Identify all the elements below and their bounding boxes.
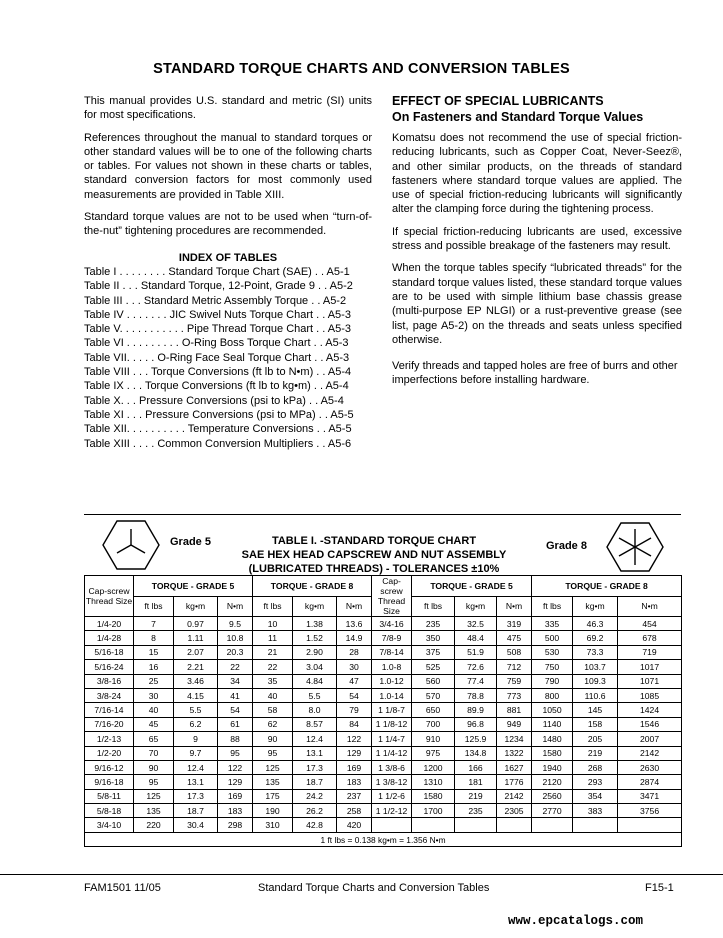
lubricants-paragraph-1: Komatsu does not recommend the use of special friction-reducing lubricants, such as Copper Coat, Never-Seez®, and other similar products, on the threads of standard fasteners where standard torque values are applied. The use of special friction-reducing lubricants will significantly alter the clamping force during the tightening process.: [392, 132, 682, 216]
table-cell: 158: [573, 717, 618, 731]
table-cell: 205: [573, 732, 618, 746]
table-cell: 1 1/4-7: [372, 732, 412, 746]
table-row: [85, 732, 682, 746]
table-cell: 3/8-16: [85, 674, 134, 688]
table-cell: 8.57: [293, 717, 337, 731]
table-cell: 1/2-13: [85, 732, 134, 746]
table-cell: 335: [532, 617, 573, 631]
table-cell: 2874: [618, 775, 682, 789]
header-thread-size-right: Cap-screw Thread Size: [372, 576, 412, 617]
index-entry: Table VI . . . . . . . . . O-Ring Boss Torque Chart . . A5-3: [84, 337, 349, 350]
table-cell: 2770: [532, 804, 573, 818]
table-row: [85, 617, 682, 631]
table-cell: 319: [497, 617, 532, 631]
table-cell: 298: [218, 818, 253, 832]
table-cell: 1 3/8-12: [372, 775, 412, 789]
index-entry: Table IX . . . Torque Conversions (ft lb to kg•m) . . A5-4: [84, 380, 349, 393]
table-cell: 1/2-20: [85, 746, 134, 760]
torque-chart: [84, 514, 681, 847]
footer-page-number: F15-1: [645, 882, 674, 894]
table-cell: 354: [573, 789, 618, 803]
table-cell: 1580: [412, 789, 455, 803]
table-cell: 51.9: [455, 645, 497, 659]
table-cell: 69.2: [573, 631, 618, 645]
table-cell: 166: [455, 760, 497, 774]
table-cell: 235: [455, 804, 497, 818]
table-row: [85, 789, 682, 803]
table-cell: 30: [134, 688, 174, 702]
table-cell: 5/16-18: [85, 645, 134, 659]
table-cell: 678: [618, 631, 682, 645]
table-row: [85, 688, 682, 702]
table-cell: 54: [337, 688, 372, 702]
table-cell: 70: [134, 746, 174, 760]
table-cell: 560: [412, 674, 455, 688]
table-cell: 1627: [497, 760, 532, 774]
table-cell: 268: [573, 760, 618, 774]
lubricants-paragraph-4: Verify threads and tapped holes are free of burrs and other imperfections before installing hardware.: [392, 360, 678, 387]
table-cell: 1.0-14: [372, 688, 412, 702]
table-cell: 73.3: [573, 645, 618, 659]
table-cell: [618, 818, 682, 832]
table-cell: 1322: [497, 746, 532, 760]
table-cell: 125: [253, 760, 293, 774]
table-cell: [455, 818, 497, 832]
table-cell: 350: [412, 631, 455, 645]
table-cell: 7/8-14: [372, 645, 412, 659]
unit-kg-m: kg•m: [293, 596, 337, 617]
table-cell: [573, 818, 618, 832]
table-cell: 9.5: [218, 617, 253, 631]
table-cell: 5/8-11: [85, 789, 134, 803]
table-cell: 8.0: [293, 703, 337, 717]
table-cell: 3.46: [174, 674, 218, 688]
table-cell: [532, 818, 573, 832]
table-cell: 13.1: [293, 746, 337, 760]
left-column: [84, 94, 372, 451]
table-cell: 1085: [618, 688, 682, 702]
table-cell: 8: [134, 631, 174, 645]
lubricants-paragraph-2: If special friction-reducing lubricants are used, excessive stress and possible breakage of the fasteners may result.: [392, 225, 682, 253]
table-cell: 95: [134, 775, 174, 789]
table-cell: 1580: [532, 746, 573, 760]
table-cell: 1.0-12: [372, 674, 412, 688]
table-cell: 16: [134, 660, 174, 674]
chart-title-line3: (LUBRICATED THREADS) - TOLERANCES ±10%: [248, 563, 500, 575]
table-row: [85, 775, 682, 789]
table-cell: [497, 818, 532, 832]
table-cell: 47: [337, 674, 372, 688]
unit-ft-lbs: ft lbs: [134, 596, 174, 617]
table-cell: 881: [497, 703, 532, 717]
table-cell: 5/16-24: [85, 660, 134, 674]
table-cell: 1480: [532, 732, 573, 746]
table-cell: 2120: [532, 775, 573, 789]
table-cell: 3/4-10: [85, 818, 134, 832]
index-list: [84, 265, 372, 451]
table-cell: 96.8: [455, 717, 497, 731]
table-cell: 500: [532, 631, 573, 645]
table-cell: 773: [497, 688, 532, 702]
unit-ft-lbs: ft lbs: [253, 596, 293, 617]
table-cell: 183: [337, 775, 372, 789]
table-cell: 40: [253, 688, 293, 702]
table-cell: 2630: [618, 760, 682, 774]
table-cell: 125.9: [455, 732, 497, 746]
table-cell: 88: [218, 732, 253, 746]
table-cell: 129: [337, 746, 372, 760]
table-cell: 18.7: [293, 775, 337, 789]
table-cell: 190: [253, 804, 293, 818]
table-cell: 1140: [532, 717, 573, 731]
unit-kg-m: kg•m: [573, 596, 618, 617]
table-row: [85, 717, 682, 731]
table-cell: 17.3: [174, 789, 218, 803]
table-cell: 1 1/2-12: [372, 804, 412, 818]
table-cell: 0.97: [174, 617, 218, 631]
unit-n-m: N•m: [218, 596, 253, 617]
table-cell: 9/16-12: [85, 760, 134, 774]
table-row: [85, 746, 682, 760]
table-cell: 169: [337, 760, 372, 774]
table-cell: 95: [218, 746, 253, 760]
lubricants-heading: [392, 94, 682, 125]
table-cell: 1234: [497, 732, 532, 746]
table-cell: 700: [412, 717, 455, 731]
header-thread-size-left: Cap-screw Thread Size: [85, 576, 134, 617]
table-cell: 72.6: [455, 660, 497, 674]
table-cell: 1 1/8-7: [372, 703, 412, 717]
table-cell: 9: [174, 732, 218, 746]
table-cell: 1310: [412, 775, 455, 789]
table-cell: 712: [497, 660, 532, 674]
table-cell: 454: [618, 617, 682, 631]
table-cell: 2142: [497, 789, 532, 803]
table-cell: 1200: [412, 760, 455, 774]
table-cell: 1/4-20: [85, 617, 134, 631]
table-cell: 5.5: [174, 703, 218, 717]
table-cell: 1/4-28: [85, 631, 134, 645]
table-cell: 135: [134, 804, 174, 818]
table-cell: 12.4: [174, 760, 218, 774]
table-row: [85, 674, 682, 688]
index-entry: Table III . . . Standard Metric Assembly Torque . . A5-2: [84, 294, 347, 307]
torque-table: [84, 575, 682, 847]
table-cell: 122: [218, 760, 253, 774]
intro-paragraph-1: This manual provides U.S. standard and metric (SI) units for most specifications.: [84, 95, 372, 122]
table-cell: 383: [573, 804, 618, 818]
table-cell: 525: [412, 660, 455, 674]
table-cell: 90: [253, 732, 293, 746]
right-column: [392, 94, 682, 396]
table-cell: 1546: [618, 717, 682, 731]
table-cell: 3/4-16: [372, 617, 412, 631]
table-cell: 508: [497, 645, 532, 659]
table-cell: [372, 818, 412, 832]
lubricants-heading-line2: On Fasteners and Standard Torque Values: [392, 109, 644, 124]
table-cell: 2.07: [174, 645, 218, 659]
table-cell: 7: [134, 617, 174, 631]
table-cell: 135: [253, 775, 293, 789]
table-cell: 949: [497, 717, 532, 731]
header-grade8-left: TORQUE - GRADE 8: [253, 576, 372, 597]
table-cell: 219: [455, 789, 497, 803]
table-cell: 2305: [497, 804, 532, 818]
table-cell: 219: [573, 746, 618, 760]
table-cell: 129: [218, 775, 253, 789]
table-cell: 1071: [618, 674, 682, 688]
table-cell: 4.84: [293, 674, 337, 688]
table-cell: 15: [134, 645, 174, 659]
table-cell: 77.4: [455, 674, 497, 688]
table-cell: 21: [253, 645, 293, 659]
index-entry: Table VII. . . . . O-Ring Face Seal Torque Chart . . A5-3: [84, 351, 350, 364]
lubricants-heading-line1: EFFECT OF SPECIAL LUBRICANTS: [392, 94, 604, 108]
table-cell: 13.1: [174, 775, 218, 789]
page-title: STANDARD TORQUE CHARTS AND CONVERSION TABLES: [153, 61, 570, 77]
table-cell: 22: [218, 660, 253, 674]
table-cell: 2.90: [293, 645, 337, 659]
table-cell: 235: [412, 617, 455, 631]
table-cell: 7/16-14: [85, 703, 134, 717]
table-cell: 759: [497, 674, 532, 688]
grade5-bolt-head-icon: [102, 519, 160, 571]
unit-ft-lbs: ft lbs: [532, 596, 573, 617]
index-entry: Table IV . . . . . . . JIC Swivel Nuts Torque Chart . . A5-3: [84, 308, 351, 321]
index-entry: Table XII. . . . . . . . . . Temperature Conversions . . A5-5: [84, 423, 352, 436]
table-cell: 11: [253, 631, 293, 645]
table-cell: 3471: [618, 789, 682, 803]
unit-n-m: N•m: [618, 596, 682, 617]
index-entry: Table XIII . . . . Common Conversion Multipliers . . A5-6: [84, 437, 352, 450]
table-cell: 7/16-20: [85, 717, 134, 731]
table-cell: 3.04: [293, 660, 337, 674]
table-cell: 2.21: [174, 660, 218, 674]
table-cell: 18.7: [174, 804, 218, 818]
table-cell: 719: [618, 645, 682, 659]
table-cell: 975: [412, 746, 455, 760]
table-cell: 1050: [532, 703, 573, 717]
table-cell: 6.2: [174, 717, 218, 731]
unit-n-m: N•m: [337, 596, 372, 617]
table-cell: 3/8-24: [85, 688, 134, 702]
table-cell: 35: [253, 674, 293, 688]
grade8-bolt-head-icon: [606, 521, 664, 573]
table-row: [85, 631, 682, 645]
table-cell: 1776: [497, 775, 532, 789]
footer-rule: [0, 874, 723, 875]
table-cell: 34: [218, 674, 253, 688]
table-cell: 61: [218, 717, 253, 731]
table-cell: 14.9: [337, 631, 372, 645]
table-cell: 110.6: [573, 688, 618, 702]
unit-ft-lbs: ft lbs: [412, 596, 455, 617]
table-cell: 95: [253, 746, 293, 760]
footer-doc-id: FAM1501 11/05: [84, 882, 161, 894]
table-cell: 570: [412, 688, 455, 702]
table-cell: 9.7: [174, 746, 218, 760]
table-cell: 237: [337, 789, 372, 803]
table-cell: 28: [337, 645, 372, 659]
index-title: INDEX OF TABLES: [178, 251, 278, 264]
table-cell: 17.3: [293, 760, 337, 774]
table-cell: 2560: [532, 789, 573, 803]
table-cell: 145: [573, 703, 618, 717]
footer-section-title: Standard Torque Charts and Conversion Tables: [258, 882, 490, 894]
watermark-url: www.epcatalogs.com: [508, 914, 644, 928]
torque-table-body: [85, 617, 682, 833]
table-cell: 7/8-9: [372, 631, 412, 645]
table-row: [85, 660, 682, 674]
table-cell: 183: [218, 804, 253, 818]
table-cell: 122: [337, 732, 372, 746]
table-cell: 175: [253, 789, 293, 803]
grade5-label: Grade 5: [170, 536, 211, 548]
table-cell: 90: [134, 760, 174, 774]
unit-n-m: N•m: [497, 596, 532, 617]
table-cell: 1017: [618, 660, 682, 674]
table-cell: 9/16-18: [85, 775, 134, 789]
unit-kg-m: kg•m: [174, 596, 218, 617]
grade8-label: Grade 8: [546, 540, 587, 552]
table-cell: 25: [134, 674, 174, 688]
table-cell: 375: [412, 645, 455, 659]
table-cell: 58: [253, 703, 293, 717]
table-cell: [412, 818, 455, 832]
index-entry: Table II . . . Standard Torque, 12-Point, Grade 9 . . A5-2: [84, 280, 353, 293]
table-cell: 650: [412, 703, 455, 717]
chart-header: [84, 515, 681, 575]
table-cell: 12.4: [293, 732, 337, 746]
table-cell: 42.8: [293, 818, 337, 832]
table-cell: 181: [455, 775, 497, 789]
intro-paragraph-3: Standard torque values are not to be used when “turn-of-the-nut” tightening procedures are recommended.: [84, 211, 372, 238]
header-grade5-left: TORQUE - GRADE 5: [134, 576, 253, 597]
table-cell: 26.2: [293, 804, 337, 818]
table-cell: 475: [497, 631, 532, 645]
index-entry: Table X. . . Pressure Conversions (psi to kPa) . . A5-4: [84, 394, 344, 407]
table-cell: 134.8: [455, 746, 497, 760]
table-cell: 1.38: [293, 617, 337, 631]
table-cell: 79: [337, 703, 372, 717]
table-cell: 1.11: [174, 631, 218, 645]
index-entry: Table I . . . . . . . . Standard Torque Chart (SAE) . . A5-1: [84, 265, 350, 278]
table-row: [85, 645, 682, 659]
table-cell: 2142: [618, 746, 682, 760]
table-cell: 45: [134, 717, 174, 731]
table-cell: 54: [218, 703, 253, 717]
table-row: [85, 703, 682, 717]
table-cell: 800: [532, 688, 573, 702]
table-cell: 220: [134, 818, 174, 832]
table-cell: 1424: [618, 703, 682, 717]
table-cell: 40: [134, 703, 174, 717]
table-cell: 530: [532, 645, 573, 659]
table-cell: 24.2: [293, 789, 337, 803]
header-grade5-right: TORQUE - GRADE 5: [412, 576, 532, 597]
table-cell: 32.5: [455, 617, 497, 631]
table-cell: 78.8: [455, 688, 497, 702]
header-grade8-right: TORQUE - GRADE 8: [532, 576, 682, 597]
unit-kg-m: kg•m: [455, 596, 497, 617]
table-cell: 4.15: [174, 688, 218, 702]
table-cell: 293: [573, 775, 618, 789]
chart-title-line2: SAE HEX HEAD CAPSCREW AND NUT ASSEMBLY: [241, 549, 507, 561]
table-cell: 10.8: [218, 631, 253, 645]
table-cell: 125: [134, 789, 174, 803]
table-cell: 30: [337, 660, 372, 674]
table-cell: 5.5: [293, 688, 337, 702]
table-cell: 48.4: [455, 631, 497, 645]
intro-paragraph-2: References throughout the manual to standard torques or other standard values will be to one of the following charts or tables. For values not shown in these charts or tables, standard conversion factors for most commonly used measurements are provided in Table XIII.: [84, 131, 372, 201]
table-cell: 1 1/8-12: [372, 717, 412, 731]
table-cell: 22: [253, 660, 293, 674]
table-cell: 1 1/2-6: [372, 789, 412, 803]
table-cell: 3756: [618, 804, 682, 818]
table-cell: 62: [253, 717, 293, 731]
table-cell: 1700: [412, 804, 455, 818]
table-row: [85, 804, 682, 818]
table-cell: 46.3: [573, 617, 618, 631]
table-cell: 1940: [532, 760, 573, 774]
table-cell: 310: [253, 818, 293, 832]
table-cell: 1 1/4-12: [372, 746, 412, 760]
table-cell: 1.52: [293, 631, 337, 645]
table-cell: 750: [532, 660, 573, 674]
table-row: [85, 760, 682, 774]
conversion-footnote: 1 ft lbs = 0.138 kg•m = 1.356 N•m: [85, 832, 682, 846]
table-cell: 109.3: [573, 674, 618, 688]
table-cell: 30.4: [174, 818, 218, 832]
table-cell: 89.9: [455, 703, 497, 717]
table-cell: 13.6: [337, 617, 372, 631]
table-cell: 84: [337, 717, 372, 731]
index-entry: Table XI . . . Pressure Conversions (psi to MPa) . . A5-5: [84, 408, 354, 421]
table-cell: 790: [532, 674, 573, 688]
lubricants-paragraph-3: When the torque tables specify “lubricated threads” for the standard torque values listed, these standard torque values are to be used with simple lithium base chassis grease (multi-purpose EP NLGI) or a rust-preventive grease (see list, page A5-2) on the threads and seats unless specified otherwise.: [392, 262, 682, 346]
table-cell: 103.7: [573, 660, 618, 674]
chart-title-line1: TABLE I. -STANDARD TORQUE CHART: [271, 535, 477, 547]
table-cell: 169: [218, 789, 253, 803]
table-cell: 1 3/8-6: [372, 760, 412, 774]
table-cell: 2007: [618, 732, 682, 746]
table-cell: 41: [218, 688, 253, 702]
table-cell: 20.3: [218, 645, 253, 659]
table-cell: 420: [337, 818, 372, 832]
table-row: [85, 818, 682, 832]
table-cell: 5/8-18: [85, 804, 134, 818]
table-cell: 65: [134, 732, 174, 746]
table-cell: 1.0-8: [372, 660, 412, 674]
table-cell: 10: [253, 617, 293, 631]
table-cell: 258: [337, 804, 372, 818]
index-entry: Table VIII . . . Torque Conversions (ft lb to N•m) . . A5-4: [84, 366, 352, 379]
index-entry: Table V. . . . . . . . . . . Pipe Thread Torque Chart . . A5-3: [84, 323, 351, 336]
table-cell: 910: [412, 732, 455, 746]
